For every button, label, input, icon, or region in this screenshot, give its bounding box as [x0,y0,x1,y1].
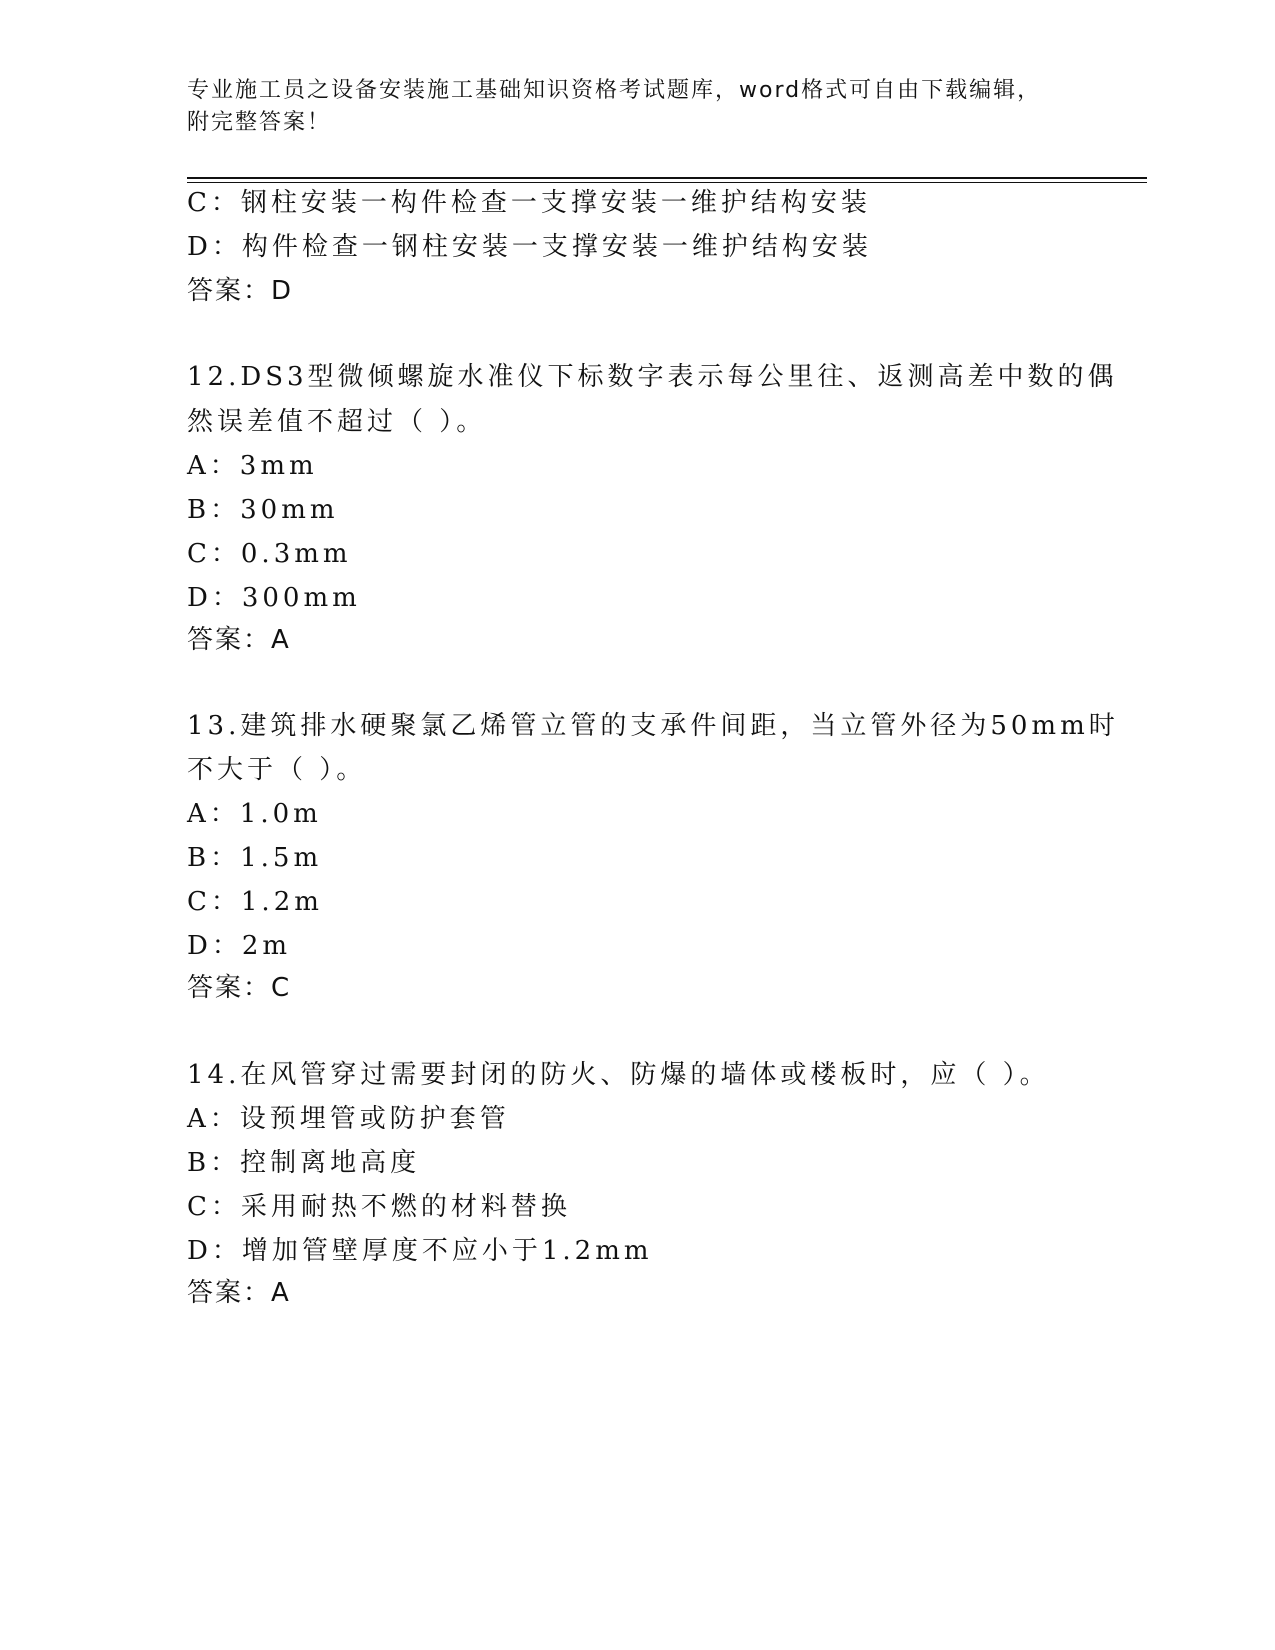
document-header [187,75,1067,139]
question-12-stem-line-1: 12.DS3型微倾螺旋水准仪下标数字表示每公里往、返测高差中数的偶 [187,362,1118,392]
carryover-answer: 答案：D [187,276,294,306]
question-13-option-b: B：1.5m [187,843,323,873]
header-line-2: 附完整答案！ [187,110,332,135]
question-14-stem-line-1: 14.在风管穿过需要封闭的防火、防爆的墙体或楼板时，应（ ）。 [187,1060,1050,1090]
question-14-option-a: A：设预埋管或防护套管 [187,1104,510,1134]
question-14-option-d: D：增加管壁厚度不应小于1.2mm [187,1236,653,1266]
question-13-option-a: A：1.0m [187,799,322,829]
question-13-stem-line-1: 13.建筑排水硬聚氯乙烯管立管的支承件间距，当立管外径为50mm时 [187,711,1119,741]
question-12-option-d: D：300mm [187,583,361,613]
question-12-option-a: A：3mm [187,451,318,481]
question-12-option-b: B：30mm [187,495,339,525]
header-line-1: 专业施工员之设备安装施工基础知识资格考试题库，word格式可自由下载编辑， [187,78,1042,103]
question-14-option-c: C：采用耐热不燃的材料替换 [187,1192,571,1222]
question-13-option-d: D：2m [187,931,292,961]
question-12-stem-line-2: 然误差值不超过（ ）。 [187,407,487,437]
question-14-answer: 答案：A [187,1278,291,1308]
question-13-answer: 答案：C [187,973,292,1003]
header-divider-thin [187,182,1147,183]
question-12-option-c: C：0.3mm [187,539,352,569]
question-12-answer: 答案：A [187,625,291,655]
question-14-option-b: B：控制离地高度 [187,1148,421,1178]
question-13-option-c: C：1.2m [187,887,323,917]
question-13-stem-line-2: 不大于（ ）。 [187,755,367,785]
header-divider-thick [187,177,1147,179]
carryover-option-c: C：钢柱安装一构件检查一支撑安装一维护结构安装 [187,188,871,218]
carryover-option-d: D：构件检查一钢柱安装一支撑安装一维护结构安装 [187,232,872,262]
